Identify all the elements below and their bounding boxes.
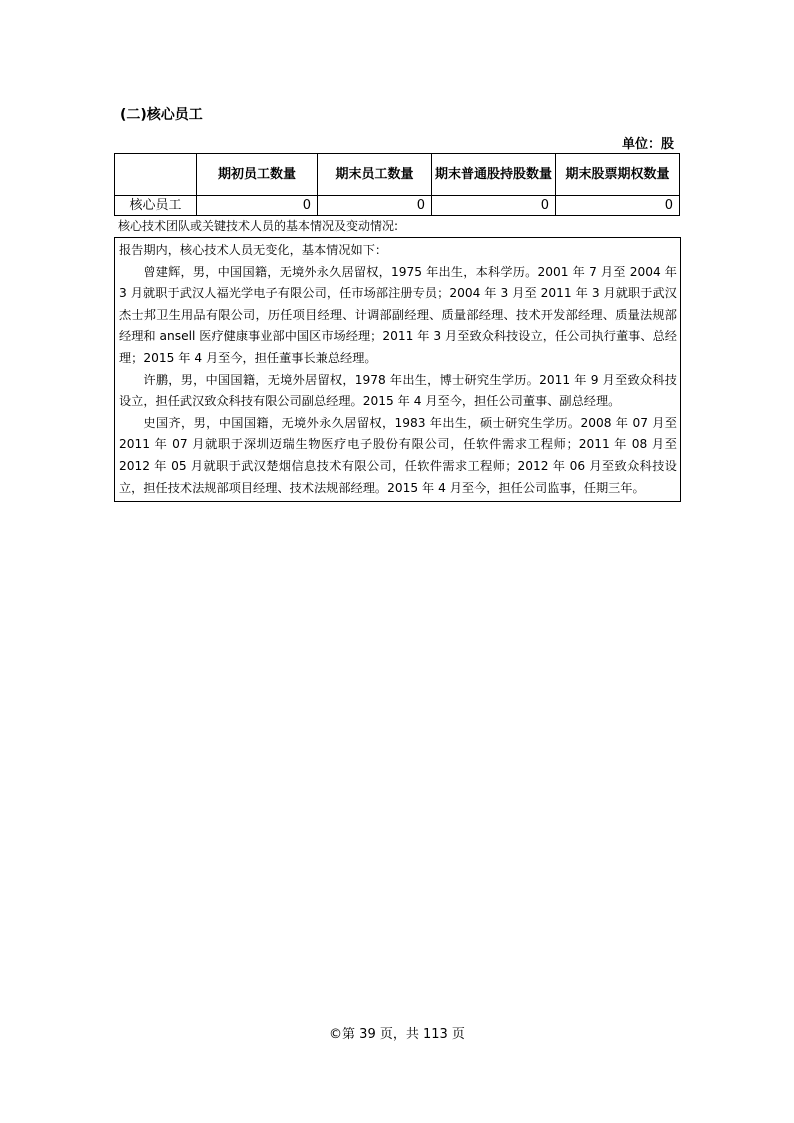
table-header-cell: 期初员工数量 (197, 154, 318, 196)
unit-label: 单位：股 (621, 137, 674, 152)
section-title: (二)核心员工 (120, 107, 203, 123)
table-cell: 0 (197, 196, 318, 216)
table-header-row (115, 154, 680, 196)
description-intro: 报告期内，核心技术人员无变化，基本情况如下： (119, 243, 388, 257)
core-staff-table (114, 153, 680, 216)
page-footer: ©第 39 页，共 113 页 (329, 1027, 465, 1042)
table-cell: 核心员工 (115, 196, 197, 216)
table-header-cell: 期末普通股持股数量 (432, 154, 556, 196)
person-paragraph: 史国齐，男，中国国籍，无境外永久居留权，1983 年出生，硕士研究生学历。2008 年 07 月至 2011 年 07 月就职于深圳迈瑞生物医疗电子股份有限公司，任软件需求工程师；2011 年 08 月至 2012 年 05 月就职于武汉楚烟信息技术有限公司，任软件需求工程师；2012 年 06 月至致众科技设立，担任技术法规部项目经理、技术法规部经理。2015 年 4 月至今，担任公司监事，任期三年。 (119, 415, 677, 495)
table-header-cell: 期末员工数量 (318, 154, 432, 196)
table-header-cell: 期末股票期权数量 (556, 154, 680, 196)
table-row (115, 196, 680, 216)
table-header-cell (115, 154, 197, 196)
table-caption: 核心技术团队或关键技术人员的基本情况及变动情况: (118, 219, 399, 233)
table-cell: 0 (556, 196, 680, 216)
table-cell: 0 (318, 196, 432, 216)
person-paragraph: 许鹏，男，中国国籍，无境外居留权，1978 年出生，博士研究生学历。2011 年 9 月至致众科技设立，担任武汉致众科技有限公司副总经理。2015 年 4 月至今，担任公司董事、副总经理。 (119, 372, 677, 409)
table-cell: 0 (432, 196, 556, 216)
person-paragraph: 曾建辉，男，中国国籍，无境外永久居留权，1975 年出生，本科学历。2001 年 7 月至 2004 年 3 月就职于武汉人福光学电子有限公司，任市场部注册专员；2004 年 3 月至 2011 年 3 月就职于武汉杰士邦卫生用品有限公司，历任项目经理、计调部副经理、质量部经理、技术开发部经理、质量法规部经理和 ansell 医疗健康事业部中国区市场经理；2011 年 3 月至致众科技设立，任公司执行董事、总经理；2015 年 4 月至今，担任董事长兼总经理。 (119, 264, 677, 365)
description-box (114, 237, 681, 502)
